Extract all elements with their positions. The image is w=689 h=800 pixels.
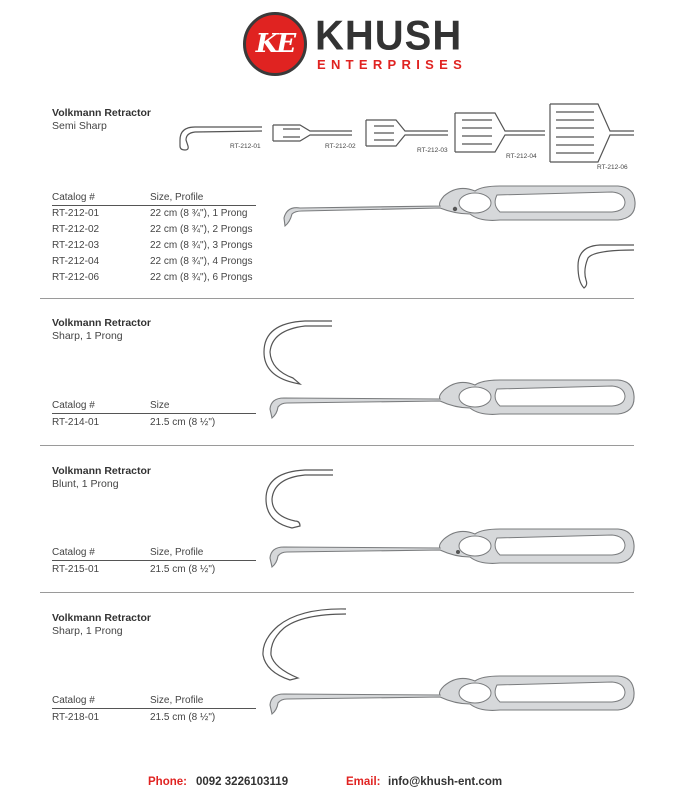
fig-label-6: RT-212-06 <box>597 164 628 171</box>
table-row-catalog: RT-212-03 <box>52 240 100 251</box>
brand-subtitle: ENTERPRISES <box>317 57 468 72</box>
table-1-header-size: Size, Profile <box>150 192 204 203</box>
logo-text: KE <box>255 29 295 59</box>
section-2-title: Volkmann Retractor <box>52 317 151 329</box>
section-2-subtitle: Sharp, 1 Prong <box>52 330 123 342</box>
section-1-subtitle: Semi Sharp <box>52 120 107 132</box>
fig-label-3: RT-212-03 <box>417 147 448 154</box>
table-row-size: 21.5 cm (8 ½") <box>150 712 216 723</box>
section-4-title: Volkmann Retractor <box>52 612 151 624</box>
table-row-catalog: RT-212-06 <box>52 272 100 283</box>
table-row-catalog: RT-214-01 <box>52 417 100 428</box>
table-row-catalog: RT-212-04 <box>52 256 100 267</box>
table-row-size: 22 cm (8 ¾"), 6 Prongs <box>150 272 253 283</box>
email-address[interactable]: info@khush-ent.com <box>388 776 503 788</box>
email-label: Email: <box>346 776 381 788</box>
table-row-size: 22 cm (8 ¾"), 2 Prongs <box>150 224 253 235</box>
brand-name: KHUSH <box>315 12 463 60</box>
table-row-catalog: RT-218-01 <box>52 712 100 723</box>
table-1-header-catalog: Catalog # <box>52 192 95 203</box>
phone-number[interactable]: 0092 3226103119 <box>196 776 289 788</box>
table-row-catalog: RT-215-01 <box>52 564 100 575</box>
table-3-header-size: Size, Profile <box>150 547 204 558</box>
table-2-header-size: Size <box>150 400 170 411</box>
table-4-header-size: Size, Profile <box>150 695 204 706</box>
table-row-catalog: RT-212-01 <box>52 208 100 219</box>
fig-label-4: RT-212-04 <box>506 153 537 160</box>
fig-label-1: RT-212-01 <box>230 143 261 150</box>
section-3-title: Volkmann Retractor <box>52 465 151 477</box>
section-4-subtitle: Sharp, 1 Prong <box>52 625 123 637</box>
table-2-header-catalog: Catalog # <box>52 400 95 411</box>
phone-label: Phone: <box>148 776 187 788</box>
section-3-subtitle: Blunt, 1 Prong <box>52 478 119 490</box>
table-4-header-catalog: Catalog # <box>52 695 95 706</box>
table-row-size: 22 cm (8 ¾"), 4 Prongs <box>150 256 253 267</box>
section-1-title: Volkmann Retractor <box>52 107 151 119</box>
table-row-catalog: RT-212-02 <box>52 224 100 235</box>
table-row-size: 22 cm (8 ¾"), 1 Prong <box>150 208 248 219</box>
table-3-header-catalog: Catalog # <box>52 547 95 558</box>
table-row-size: 22 cm (8 ¾"), 3 Prongs <box>150 240 253 251</box>
table-row-size: 21.5 cm (8 ½") <box>150 417 216 428</box>
table-row-size: 21.5 cm (8 ½") <box>150 564 216 575</box>
fig-label-2: RT-212-02 <box>325 143 356 150</box>
